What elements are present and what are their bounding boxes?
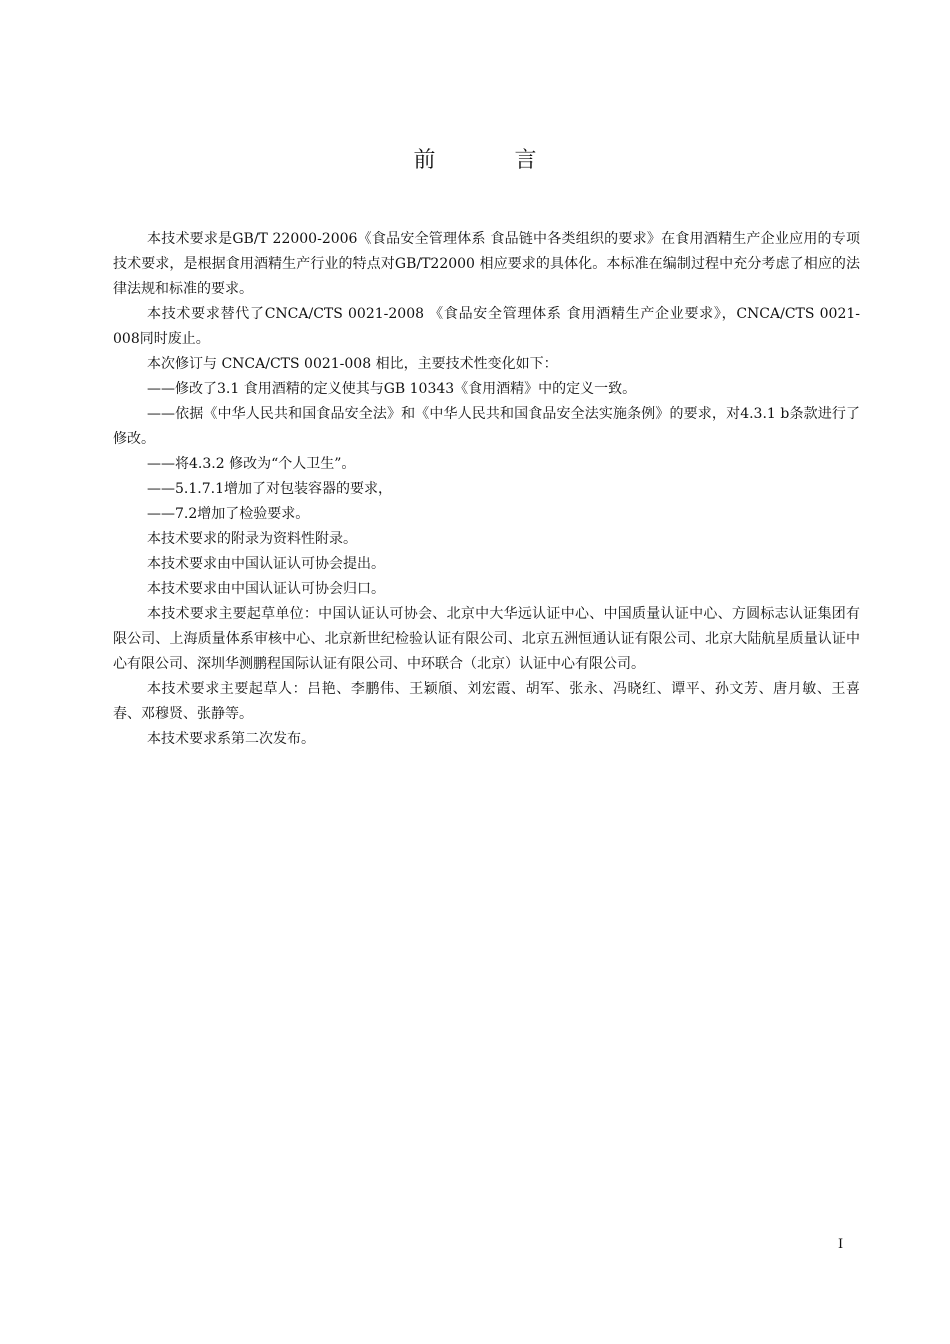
paragraph-release: 本技术要求系第二次发布。 — [147, 731, 315, 747]
change-item: ——5.1.7.1增加了对包装容器的要求， — [147, 481, 392, 497]
paragraph-appendix: 本技术要求的附录为资料性附录。 — [147, 531, 357, 547]
page-number: I — [838, 1237, 844, 1252]
change-item: ——修改了3.1 食用酒精的定义使其与GB 10343《食用酒精》中的定义一致。 — [147, 381, 637, 397]
paragraph-drafting-units: 本技术要求主要起草单位：中国认证认可协会、北京中大华远认证中心、中国质量认证中心、方圆标志认证集团有限公司、上海质量体系审核中心、北京新世纪检验认证有限公司、北京五洲恒通认证有限公司、北京大陆航星质量认证中心有限公司、深圳华测鹏程国际认证有限公司、中环联合（北京）认证中心有限公司。 — [113, 606, 860, 672]
change-item: ——将4.3.2 修改为“个人卫生”。 — [147, 456, 356, 472]
page-title: 前 言 — [413, 148, 573, 173]
paragraph-drafters: 本技术要求主要起草人：吕艳、李鹏伟、王颖頎、刘宏霞、胡军、张永、冯晓红、谭平、孙文芳、唐月敏、王喜春、邓穆贤、张静等。 — [113, 681, 860, 722]
paragraph-proposer: 本技术要求由中国认证认可协会提出。 — [147, 556, 385, 572]
paragraph-replacement: 本技术要求替代了CNCA/CTS 0021-2008 《食品安全管理体系 食用酒精生产企业要求》，CNCA/CTS 0021-008同时废止。 — [113, 306, 860, 347]
change-item: ——7.2增加了检验要求。 — [147, 506, 310, 522]
paragraph-administrator: 本技术要求由中国认证认可协会归口。 — [147, 581, 385, 597]
paragraph-changes-intro: 本次修订与 CNCA/CTS 0021-008 相比，主要技术性变化如下： — [147, 356, 558, 372]
document-body — [113, 227, 860, 752]
paragraph-scope: 本技术要求是GB/T 22000-2006《食品安全管理体系 食品链中各类组织的要求》在食用酒精生产企业应用的专项技术要求，是根据食用酒精生产行业的特点对GB/T22000 相应要求的具体化。本标准在编制过程中充分考虑了相应的法律法规和标准的要求。 — [113, 231, 860, 297]
change-item: ——依据《中华人民共和国食品安全法》和《中华人民共和国食品安全法实施条例》的要求，对4.3.1 b条款进行了修改。 — [113, 406, 860, 447]
